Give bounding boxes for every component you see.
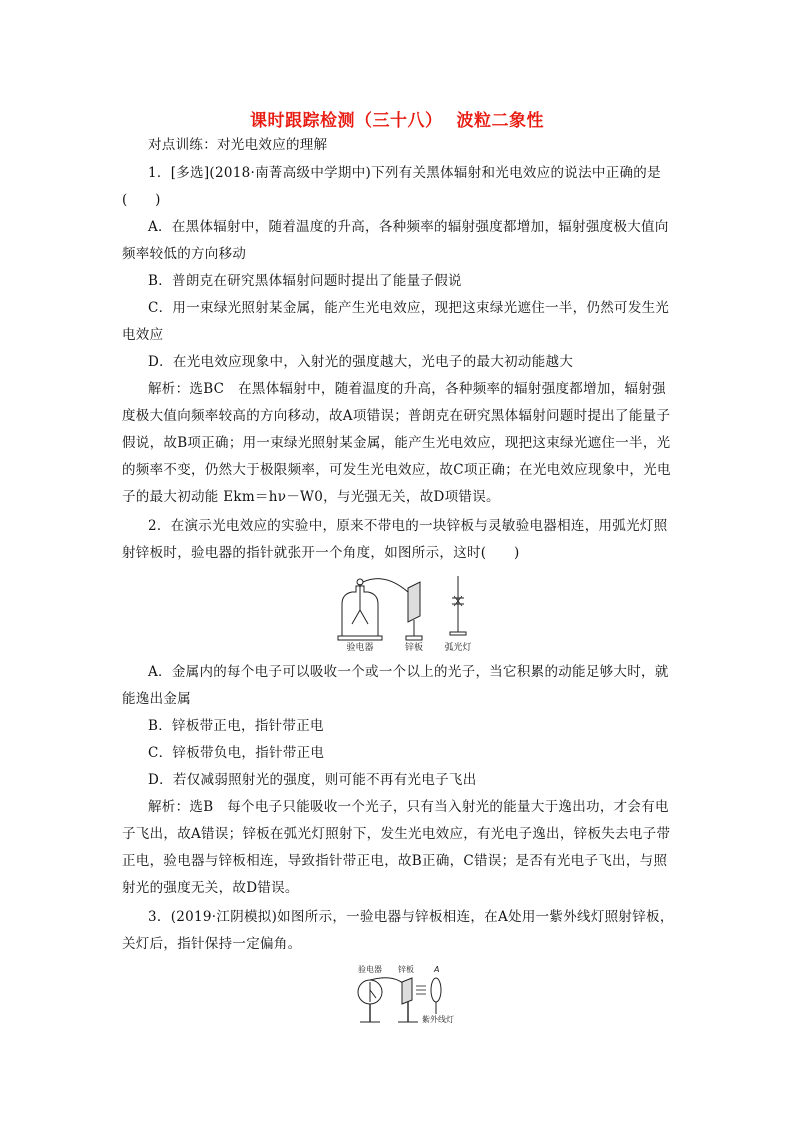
q2-figure [330, 570, 480, 652]
q1-solution-line4: 的频率不变，仍然大于极限频率，可发生光电效应，故C项正确；在光电效应现象中，光电 [122, 462, 671, 478]
q3-figure [352, 960, 462, 1028]
q2-solution-line1: 解析：选B 每个电子只能吸收一个光子，只有当入射光的能量大于逸出功，才会有电 [148, 799, 669, 815]
title-topic: 波粒二象性 [456, 111, 544, 131]
q1-option-d: D．在光电效应现象中，入射光的强度越大，光电子的最大初动能越大 [148, 354, 574, 370]
q1-option-c-line2: 电效应 [122, 327, 164, 343]
q3-stem-line2: 关灯后，指针保持一定偏角。 [122, 936, 302, 952]
q2-fig-label-electroscope: 验电器 [346, 643, 374, 652]
q2-solution-line3: 正电，验电器与锌板相连，导致指针带正电，故B正确，C错误；是否有光电子飞出，与照 [122, 853, 668, 869]
q2-fig-label-arc-lamp: 弧光灯 [444, 643, 472, 652]
q1-option-b: B．普朗克在研究黑体辐射问题时提出了能量子假说 [148, 273, 462, 289]
q1-stem-line2: ( ) [122, 192, 161, 208]
q2-option-c: C．锌板带负电，指针带正电 [148, 745, 325, 761]
q1-option-a-line1: A．在黑体辐射中，随着温度的升高，各种频率的辐射强度都增加，辐射强度极大值向 [148, 219, 669, 235]
q3-fig-label-a: A [434, 965, 440, 974]
page-title [0, 106, 794, 131]
q1-solution-line2: 度极大值向频率较高的方向移动，故A项错误；普朗克在研究黑体辐射问题时提出了能量子 [122, 408, 671, 424]
q3-fig-label-zinc-plate: 锌板 [398, 965, 414, 974]
q2-fig-label-zinc-plate: 锌板 [404, 643, 424, 652]
q2-stem-line1: 2．在演示光电效应的实验中，原来不带电的一块锌板与灵敏验电器相连，用弧光灯照 [148, 518, 668, 534]
q2-stem-line2: 射锌板时，验电器的指针就张开一个角度，如图所示，这时( ) [122, 545, 520, 561]
q2-option-d: D．若仅减弱照射光的强度，则可能不再有光电子飞出 [148, 772, 477, 788]
q1-option-a-line2: 频率较低的方向移动 [122, 246, 247, 262]
q1-solution-line1: 解析：选BC 在黑体辐射中，随着温度的升高，各种频率的辐射强度都增加，辐射强 [148, 381, 666, 397]
q2-option-b: B．锌板带正电，指针带正电 [148, 718, 324, 734]
title-main: 课时跟踪检测（三十八） [250, 111, 443, 131]
q2-solution-line2: 子飞出，故A错误；锌板在弧光灯照射下，发生光电效应，有光电子逸出，锌板失去电子带 [122, 826, 671, 842]
q2-option-a-line2: 能逸出金属 [122, 691, 191, 707]
q1-option-c-line1: C．用一束绿光照射某金属，能产生光电效应，现把这束绿光遮住一半，仍然可发生光 [148, 300, 670, 316]
q3-stem-line1: 3．(2019·江阴模拟)如图所示，一验电器与锌板相连，在A处用一紫外线灯照射锌板， [148, 909, 674, 925]
q3-fig-label-uv-lamp: 紫外线灯 [422, 1015, 454, 1024]
q3-fig-label-electroscope: 验电器 [358, 965, 382, 974]
q1-stem-line1: 1．[多选](2018·南菁高级中学期中)下列有关黑体辐射和光电效应的说法中正确的是 [148, 165, 661, 181]
section-heading: 对点训练：对光电效应的理解 [148, 137, 328, 153]
q1-solution-line5: 子的最大初动能 Ekm＝hν－W0，与光强无关，故D项错误。 [122, 489, 500, 505]
q2-option-a-line1: A．金属内的每个电子可以吸收一个或一个以上的光子，当它积累的动能足够大时，就 [148, 664, 669, 680]
q1-solution-line3: 假说，故B项正确；用一束绿光照射某金属，能产生光电效应，现把这束绿光遮住一半，光 [122, 435, 671, 451]
q2-solution-line4: 射光的强度无关，故D错误。 [122, 880, 299, 896]
